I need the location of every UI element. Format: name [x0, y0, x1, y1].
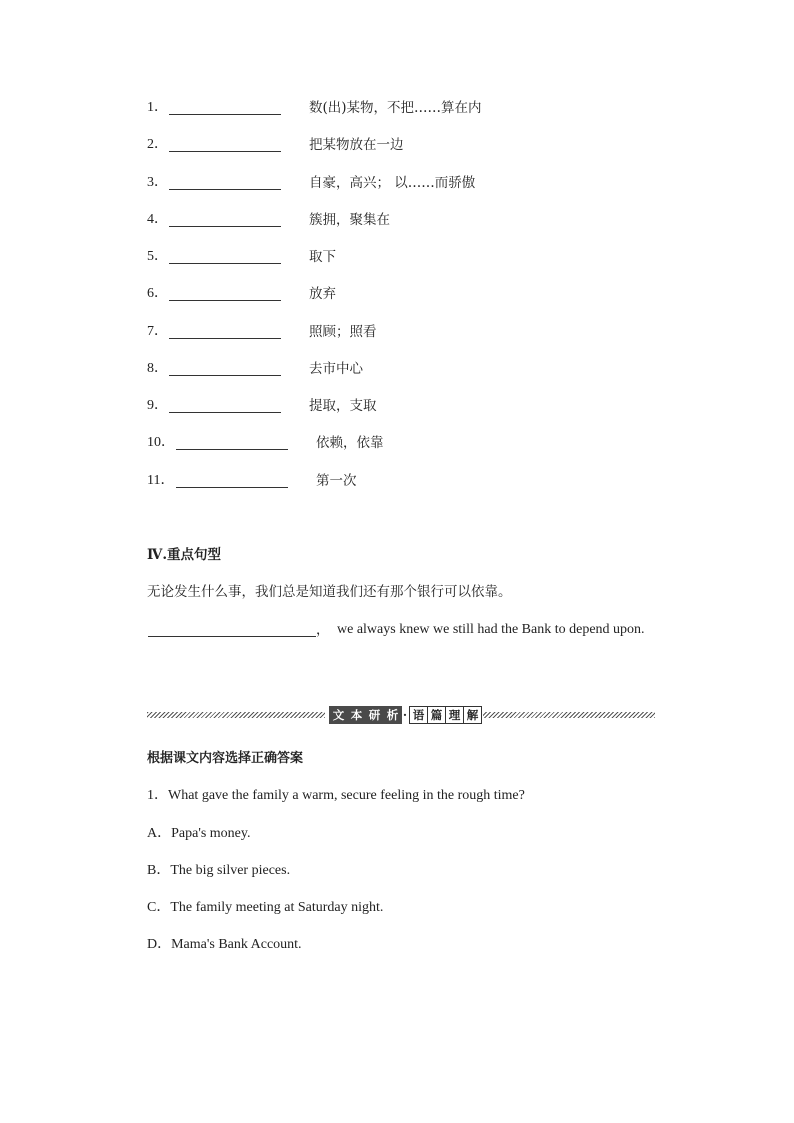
- banner-char: 本: [347, 706, 366, 724]
- item-number: 5．: [147, 249, 168, 264]
- phrase-item: [0, 433, 794, 453]
- banner-dot: ·: [402, 708, 408, 722]
- answer-blank[interactable]: [169, 263, 281, 264]
- banner-char: 语: [409, 706, 428, 724]
- phrase-item: [0, 173, 794, 193]
- banner-char: 解: [463, 706, 482, 724]
- comma: ，: [316, 622, 330, 638]
- answer-blank[interactable]: [169, 375, 281, 376]
- banner-char: 文: [329, 706, 348, 724]
- phrase-item: [0, 359, 794, 379]
- item-meaning: 取下: [309, 249, 336, 265]
- phrase-item: [0, 210, 794, 230]
- item-number: 1．: [147, 100, 168, 115]
- option-a[interactable]: A．Papa's money.: [147, 826, 251, 841]
- banner-char: 篇: [427, 706, 446, 724]
- item-meaning: 去市中心: [309, 361, 363, 377]
- section-banner: [147, 706, 655, 726]
- banner-hatch-left: [147, 712, 325, 718]
- banner-label: [329, 706, 481, 724]
- english-sentence: we always knew we still had the Bank to depend upon.: [337, 622, 645, 637]
- phrase-item: [0, 135, 794, 155]
- answer-blank[interactable]: [176, 487, 288, 488]
- banner-char: 理: [445, 706, 464, 724]
- banner-char: 析: [383, 706, 402, 724]
- phrase-item: [0, 396, 794, 416]
- item-meaning: 提取，支取: [309, 398, 377, 414]
- item-number: 4．: [147, 212, 168, 227]
- answer-blank[interactable]: [169, 189, 281, 190]
- answer-blank[interactable]: [169, 226, 281, 227]
- item-number: 7．: [147, 324, 168, 339]
- banner-char: 研: [365, 706, 384, 724]
- item-meaning: 把某物放在一边: [309, 137, 404, 153]
- item-number: 11．: [147, 473, 175, 488]
- reading-instruction: 根据课文内容选择正确答案: [147, 751, 304, 766]
- sentence-answer-blank[interactable]: [148, 636, 316, 637]
- translation-line: [0, 620, 794, 640]
- phrase-item: [0, 247, 794, 267]
- item-number: 6．: [147, 286, 168, 301]
- item-meaning: 放弃: [309, 286, 336, 302]
- answer-blank[interactable]: [169, 300, 281, 301]
- item-meaning: 第一次: [316, 473, 357, 489]
- answer-blank[interactable]: [176, 449, 288, 450]
- phrase-item: [0, 471, 794, 491]
- item-meaning: 自豪，高兴； 以……而骄傲: [309, 175, 476, 191]
- item-meaning: 簇拥，聚集在: [309, 212, 390, 228]
- chinese-sentence: 无论发生什么事，我们总是知道我们还有那个银行可以依靠。: [147, 584, 512, 600]
- answer-blank[interactable]: [169, 338, 281, 339]
- question: 1．What gave the family a warm, secure feeling in the rough time?: [147, 788, 525, 803]
- section-heading: Ⅳ.重点句型: [147, 547, 222, 563]
- item-number: 2．: [147, 137, 168, 152]
- option-b[interactable]: B．The big silver pieces.: [147, 863, 291, 878]
- answer-blank[interactable]: [169, 151, 281, 152]
- phrase-item: [0, 322, 794, 342]
- option-c[interactable]: C．The family meeting at Saturday night.: [147, 900, 384, 915]
- item-number: 9．: [147, 398, 168, 413]
- item-number: 3．: [147, 175, 168, 190]
- option-d[interactable]: D．Mama's Bank Account.: [147, 937, 302, 952]
- answer-blank[interactable]: [169, 114, 281, 115]
- phrase-item: [0, 98, 794, 118]
- item-meaning: 数(出)某物，不把……算在内: [309, 100, 482, 116]
- item-meaning: 依赖，依靠: [316, 435, 384, 451]
- answer-blank[interactable]: [169, 412, 281, 413]
- item-meaning: 照顾；照看: [309, 324, 377, 340]
- banner-hatch-right: [483, 712, 655, 718]
- item-number: 10．: [147, 435, 175, 450]
- phrase-item: [0, 284, 794, 304]
- item-number: 8．: [147, 361, 168, 376]
